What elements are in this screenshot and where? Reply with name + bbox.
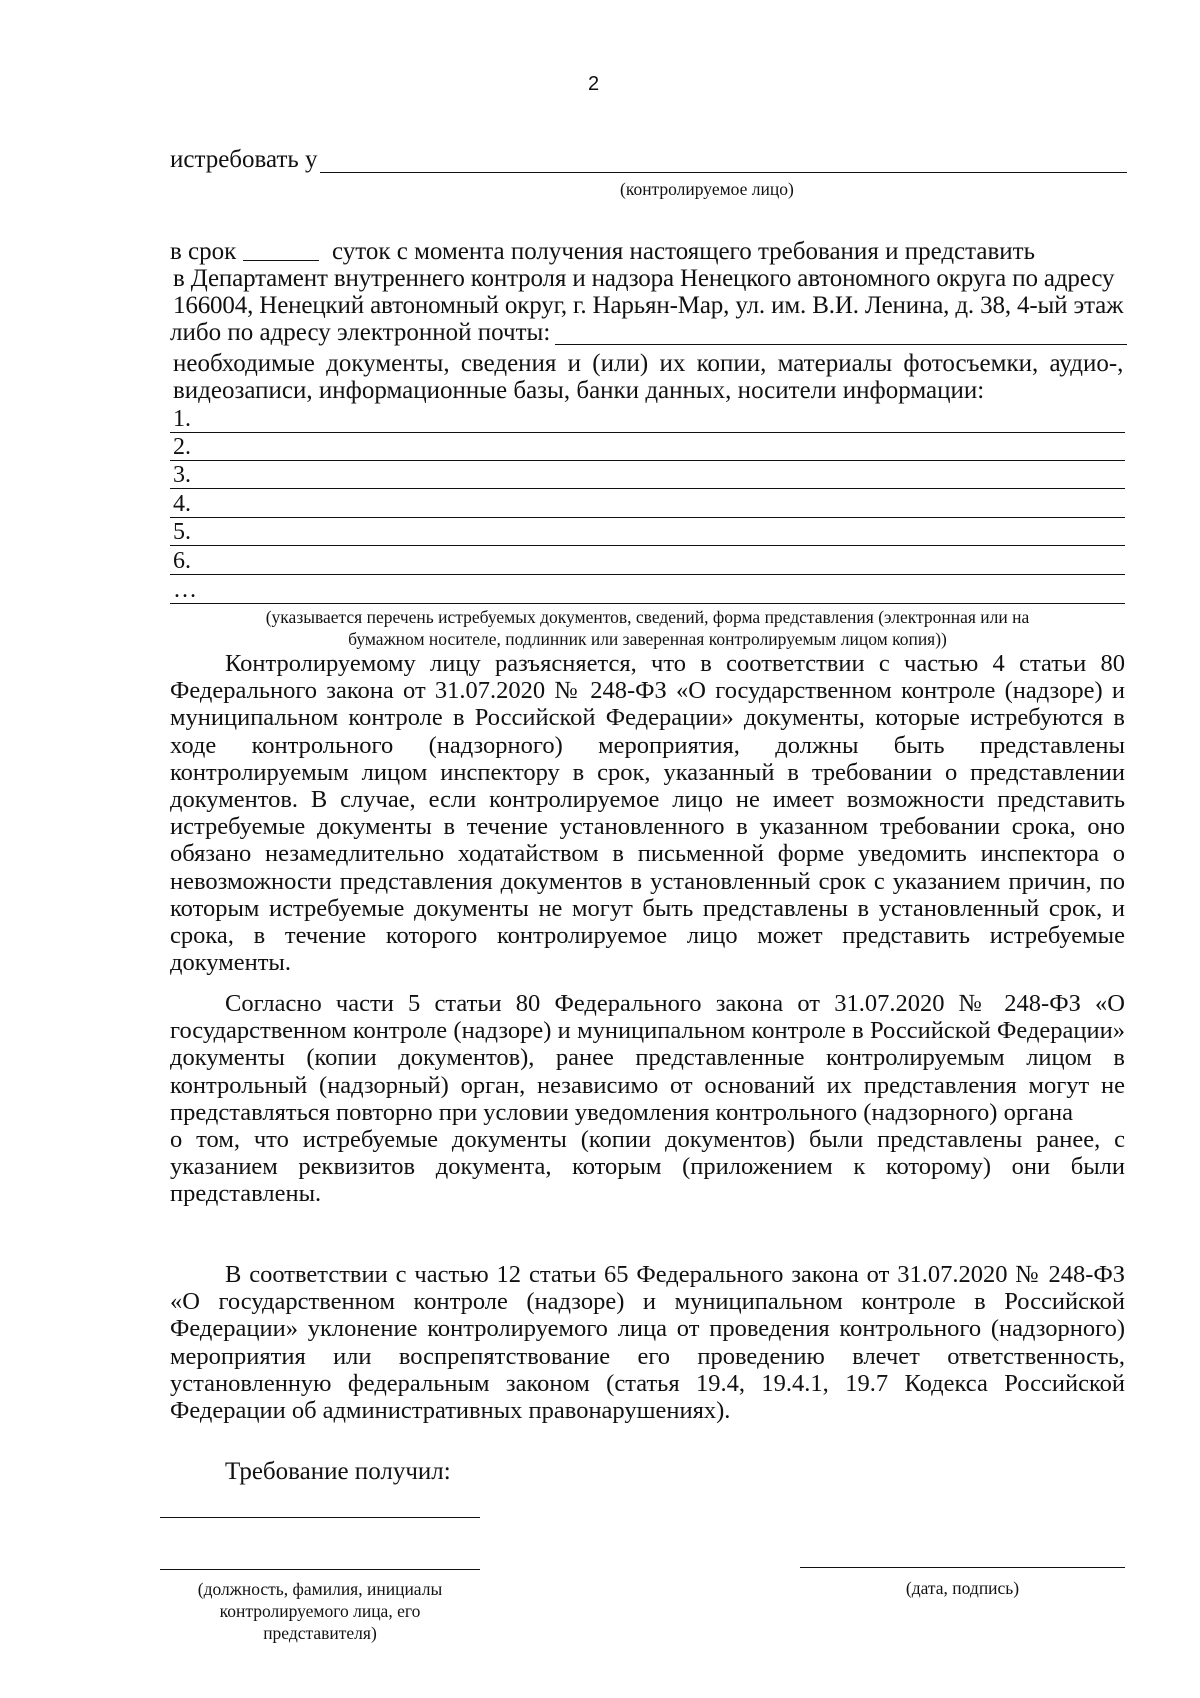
position-caption-line-1: (должность, фамилия, инициалы xyxy=(197,1579,443,1599)
deadline-suffix: суток с момента получения настоящего требования и представить xyxy=(332,238,1035,265)
document-line-number: 5. xyxy=(173,519,191,545)
document-line-4[interactable] xyxy=(170,490,1125,518)
explanation-paragraph-1 xyxy=(170,650,1125,976)
document-line-more[interactable] xyxy=(170,576,1125,604)
deadline-prefix: в срок xyxy=(170,238,237,265)
email-field[interactable] xyxy=(555,344,1127,345)
position-caption-line-3: представителя) xyxy=(263,1623,377,1643)
request-from-label: истребовать у xyxy=(170,146,318,173)
explanation-paragraph-2 xyxy=(170,990,1125,1208)
deadline-days-field[interactable] xyxy=(243,260,319,261)
position-name-field[interactable] xyxy=(160,1569,480,1570)
explanation-paragraph-3 xyxy=(170,1261,1125,1424)
document-line-number: 3. xyxy=(173,462,191,488)
documents-caption-line-1: (указывается перечень истребуемых документов, сведений, форма представления (электронная или на xyxy=(265,607,1030,627)
paragraph-text: Согласно части 5 статьи 80 Федерального закона от 31.07.2020 № 248-ФЗ «О государственном контроле (надзоре) и муниципальном контроле в Российской Федерации» документы (копии документов), ранее представленные контролируемым лицом в контрольный (надзорный) орган, независимо от оснований их представления могут не представляться повторно при условии уведомления контрольного (надзорного) органа xyxy=(170,990,1125,1126)
document-line-number: 6. xyxy=(173,548,191,574)
received-label: Требование получил: xyxy=(225,1458,451,1485)
document-line-1[interactable] xyxy=(170,405,1125,433)
position-caption-line-2: контролируемого лица, его xyxy=(219,1601,421,1621)
documents-caption-line-2: бумажном носителе, подлинник или заверенная контролируемым лицом копия)) xyxy=(348,629,947,649)
page-number: 2 xyxy=(588,73,600,95)
document-line-5[interactable] xyxy=(170,518,1125,546)
documents-intro-line-2: видеозаписи, информационные базы, банки данных, носители информации: xyxy=(173,377,985,404)
document-line-number: … xyxy=(173,577,197,603)
date-signature-caption: (дата, подпись) xyxy=(905,1578,1020,1598)
document-line-6[interactable] xyxy=(170,547,1125,575)
received-name-field[interactable] xyxy=(160,1517,480,1518)
document-line-number: 2. xyxy=(173,434,191,460)
address-line-1: в Департамент внутреннего контроля и надзора Ненецкого автономного округа по адресу xyxy=(173,265,1115,292)
address-line-2: 166004, Ненецкий автономный округ, г. Нарьян-Мар, ул. им. В.И. Ленина, д. 38, 4-ый этаж xyxy=(173,292,1124,319)
paragraph-text: Контролируемому лицу разъясняется, что в соответствии с частью 4 статьи 80 Федерального закона от 31.07.2020 № 248-ФЗ «О государственном контроле (надзоре) и муниципальном контроле в Российской Федерации» документы, которые истребуются в ходе контрольного (надзорного) мероприятия, должны быть представлены контролируемым лицом инспектору в срок, указанный в требовании о представлении документов. В случае, если контролируемое лицо не имеет возможности представить истребуемые документы в течение установленного в указанном требовании срока, оно обязано незамедлительно ходатайством в письменной форме уведомить инспектора о невозможности представления документов в установленный срок с указанием причин, по которым истребуемые документы не могут быть представлены в установленный срок, и срока, в течение которого контролируемое лицо может представить истребуемые документы. xyxy=(170,650,1125,977)
controlled-person-caption: (контролируемое лицо) xyxy=(620,179,794,199)
document-line-number: 1. xyxy=(173,406,191,432)
paragraph-continuation: о том, что истребуемые документы (копии документов) были представлены ранее, с указанием реквизитов документа, которым (приложением к которому) они были представлены. xyxy=(170,1126,1125,1208)
documents-intro-line-1: необходимые документы, сведения и (или) их копии, материалы фотосъемки, аудио-, xyxy=(173,350,1124,377)
email-label: либо по адресу электронной почты: xyxy=(170,319,551,346)
document-line-number: 4. xyxy=(173,491,191,517)
date-signature-field[interactable] xyxy=(800,1567,1125,1568)
document-line-3[interactable] xyxy=(170,461,1125,489)
controlled-person-field[interactable] xyxy=(320,172,1127,173)
paragraph-text: В соответствии с частью 12 статьи 65 Федерального закона от 31.07.2020 № 248-ФЗ «О государственном контроле (надзоре) и муниципальном контроле в Российской Федерации» уклонение контролируемого лица от проведения контрольного (надзорного) мероприятия или воспрепятствование его проведению влечет ответственность, установленную федеральным законом (статья 19.4, 19.4.1, 19.7 Кодекса Российской Федерации об административных правонарушениях). xyxy=(170,1261,1125,1425)
document-line-2[interactable] xyxy=(170,433,1125,461)
